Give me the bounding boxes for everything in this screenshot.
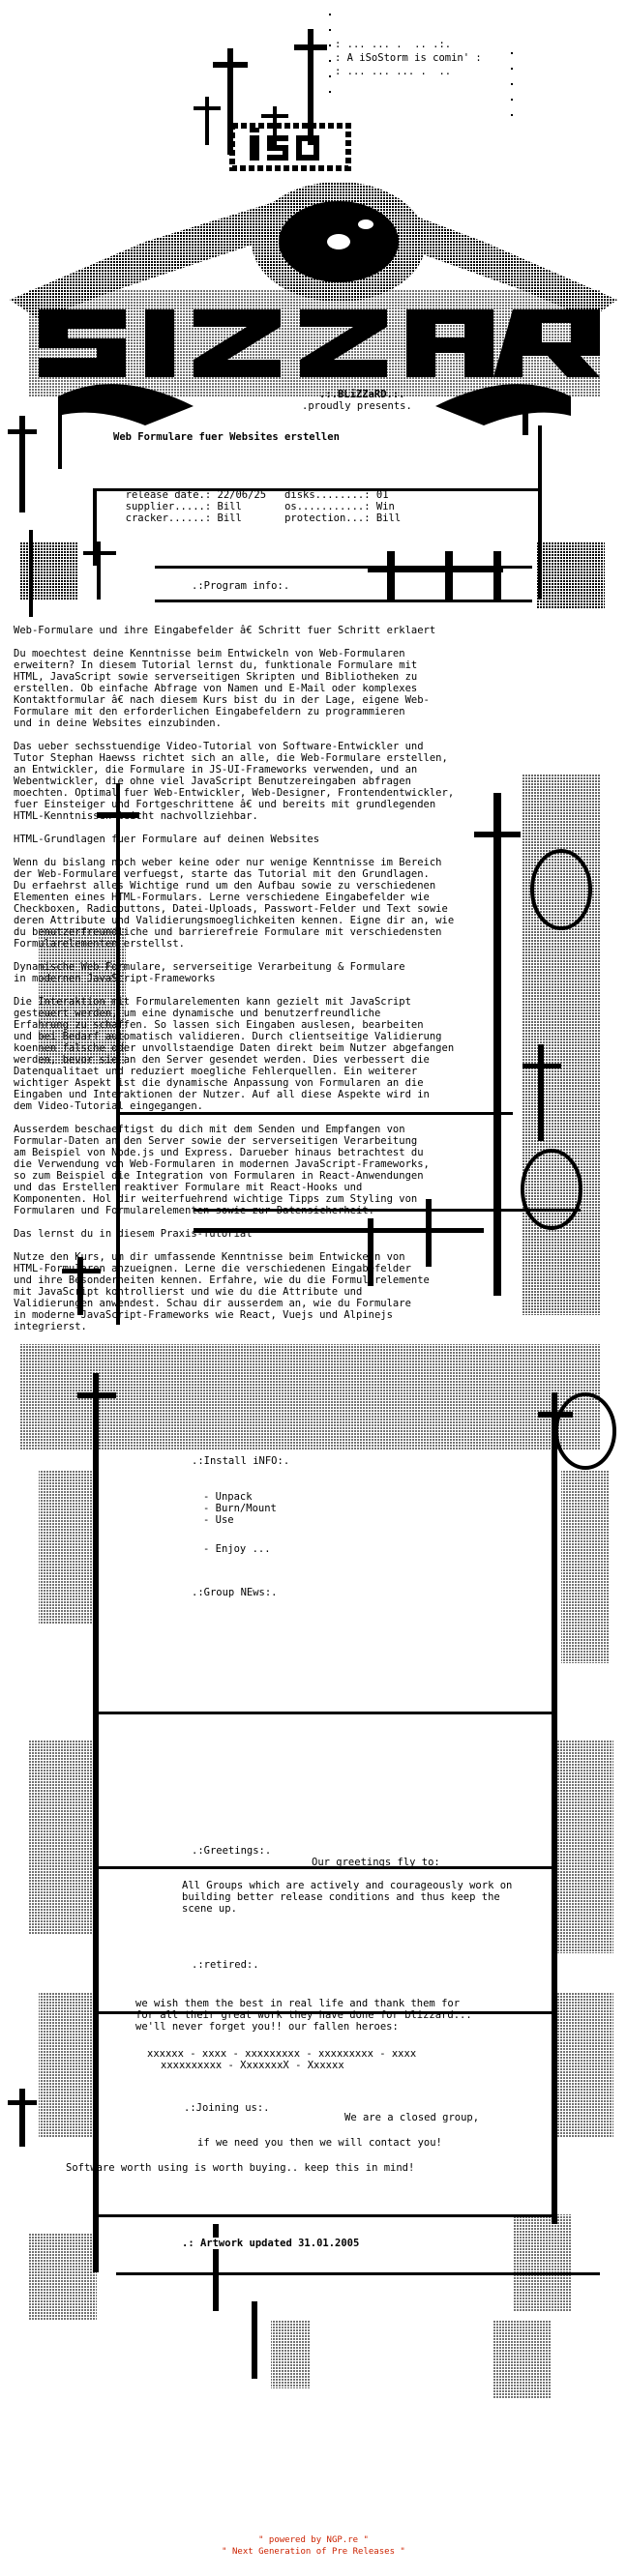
install-step: - Burn/Mount xyxy=(203,1503,277,1514)
release-row-value: 22/06/25 xyxy=(217,489,267,501)
install-enjoy: - Enjoy ... xyxy=(203,1543,271,1555)
banner-box xyxy=(329,14,513,116)
heroes-line2: xxxxxxxxxx - XxxxxxxX - Xxxxxx xyxy=(161,2060,344,2071)
install-step: - Use xyxy=(203,1514,234,1526)
banner-line2: : A iSoStorm is comin' : xyxy=(335,52,482,64)
heroes-line1: xxxxxx - xxxx - xxxxxxxxx - xxxxxxxxx - xxxx xyxy=(147,2048,417,2060)
description-para5: Ausserdem beschaeftigst du dich mit dem Senden und Empfangen von Formular-Daten an den Server sowie der serverseitigen Verarbeitung am Beispiel von Node.js und Express. Darueber hinaus betrachtest du die Verwendung von Web-Formularen in modernen JavaScript-Frameworks, so zum Beispiel die Integration von Formularen in React-Anwendungen und das Erstellen reaktiver Formulare mit React-Hooks und Komponenten. Hol dir weiterfuehrend wichtige Tipps zum Styling von Formularen und Formularelementen sowie zur Datensicherheit. xyxy=(14,1124,430,1216)
closed-group-text: We are a closed group, xyxy=(344,2112,480,2123)
release-row-value2: Win xyxy=(375,501,395,512)
footer-powered-by: " powered by NGP.re " xyxy=(258,2535,369,2545)
release-row-value2: Bill xyxy=(375,512,402,524)
retired-text: we wish them the best in real life and thank them for for all their great work they have done for blizzard... we'll never forget you!! our fallen heroes: xyxy=(135,1998,472,2033)
description-para6: Nutze den Kurs, um dir umfassende Kenntnisse beim Entwickeln von HTML-Formularen anzueignen. Lerne die verschiedenen Eingabefelder und ihre Besonderheiten kennen. Erfahre, wie du die Formularelemente mit JavaScript kontrollierst und wie du die Attribute und Validierungen anwendest. Schau dir ausserdem an, wie du Formulare in moderne JavaScript-Frameworks wie React, Vuejs und Alpinejs integrierst. xyxy=(14,1251,430,1332)
description-para1: Du moechtest deine Kenntnisse beim Entwickeln von Web-Formularen erweitern? In diesem Tutorial lernst du, funktionale Formulare mit HTML, JavaScript sowie serverseitigen Skripten und Bibliotheken zu erstellen. Ob einfache Abfrage von Namen und E-Mail oder komplexes Kontaktformular â€ nach diesem Kurs bist du in der Lage, eigene Web- Formulare mit den erforderlichen Eingabefeldern zu programmieren und in deine Websites einzubinden. xyxy=(14,648,430,729)
presents-sub-label: .proudly presents. xyxy=(302,400,412,412)
release-row-label: supplier.....: xyxy=(125,501,212,512)
description-para2: Das ueber sechsstuendige Video-Tutorial von Software-Entwickler und Tutor Stephan Haewss richtet sich an alle, die Web-Formulare erstellen, an Entwickler, die Formulare in JS-UI-Frameworks verwenden, und an Webentwickler, die ohne viel JavaScript Benutzereingaben abfragen moechten. Optimal fuer Web-Entwickler, Web-Designer, Frontendentwickler, fuer Einsteiger und Fortgeschrittene â€ und bereits mit grundlegenden HTML-Kenntnissen leicht nachvollziehbar. xyxy=(14,741,455,822)
release-title: Web Formulare fuer Websites erstellen xyxy=(113,431,340,443)
description-para4: Die Interaktion mit Formularelementen kann gezielt mit JavaScript gesteuert werden, um eine dynamische und benutzerfreundliche Erfahrung zu schaffen. So lassen sich Eingaben auslesen, bearbeiten und bei Bedarf automatisch validieren. Durch clientseitige Validierung koennen falsche oder unvollstaendige Daten direkt beim Nutzer abgefangen werden, bevor sie an den Server gesendet werden. Dies verbessert die Datenqualitaet und reduziert moegliche Fehlerquellen. Ein weiterer wichtiger Aspekt ist die dynamische Anpassung von Formularen an die Eingaben und Interaktionen der Nutzer. Auf all diese Aspekte wird in dem Video-Tutorial eingegangen. xyxy=(14,996,455,1112)
banner-line3: : ... ... ... . .. xyxy=(335,66,452,77)
greetings-label: .:Greetings:. xyxy=(192,1845,272,1857)
release-row-label: cracker......: xyxy=(125,512,212,524)
release-row-label2: protection...: xyxy=(284,512,371,524)
presents-label: .:.BLiZZaRD.:. xyxy=(319,389,405,400)
description-heading4: Das lernst du in diesem Praxis-Tutorial xyxy=(14,1228,253,1240)
software-text: Software worth using is worth buying.. keep this in mind! xyxy=(66,2162,415,2174)
release-row xyxy=(113,501,401,524)
footer-tagline: " Next Generation of Pre Releases " xyxy=(222,2547,405,2557)
release-row-label2: disks........: xyxy=(284,489,371,501)
release-row-value: Bill xyxy=(217,512,242,524)
install-step: - Unpack xyxy=(203,1491,253,1503)
release-row-value2: 01 xyxy=(375,489,389,501)
artwork-updated-label: .: Artwork updated 31.01.2005 xyxy=(182,2238,360,2249)
install-info-label: .:Install iNFO:. xyxy=(192,1455,290,1467)
description-para3: Wenn du bislang noch weber keine oder nur wenige Kenntnisse im Bereich der Web-Formulare verfuegst, starte das Tutorial mit den Grundlagen. Du erfaehrst alles Wichtige rund um den Aufbau sowie zu verschiedenen Elementen eines HTML-Formulars. Lerne verschiedene Eingabefelder wie Checkboxen, Radiobuttons, Datei-Uploads, Passwort-Felder und Text sowie deren Attribute und Validierungsmoeglichkeiten kennen. Eigne dir an, wie du benutzerfreundliche und barrierefreie Formulare mit verschiedensten Formularelementen erstellst. xyxy=(14,857,455,950)
description-heading3: Dynamische Web-Formulare, serverseitige Verarbeitung & Formulare in modernen JavaScript-Frameworks xyxy=(14,961,405,984)
group-news-label: .:Group NEws:. xyxy=(192,1587,278,1598)
retired-label: .:retired:. xyxy=(192,1959,259,1971)
banner-line1: : ... ... . .. .:. xyxy=(335,39,452,50)
release-row-value: Bill xyxy=(217,501,242,512)
greetings-text: All Groups which are actively and courageously work on building better release conditions and thus keep the scene up. xyxy=(182,1880,513,1915)
release-row-label2: os...........: xyxy=(284,501,371,512)
iso-logo-box xyxy=(232,126,348,168)
joining-label: .:Joining us:. xyxy=(184,2102,270,2114)
release-row-label: release date.: xyxy=(125,489,212,501)
program-info-label: .:Program info:. xyxy=(192,580,290,592)
greetings-intro: Our greetings fly to: xyxy=(312,1857,440,1868)
contact-text: if we need you then we will contact you! xyxy=(197,2137,442,2149)
description-heading2: HTML-Grundlagen fuer Formulare auf deinen Websites xyxy=(14,834,320,845)
description-heading: Web-Formulare und ihre Eingabefelder â€ Schritt fuer Schritt erklaert xyxy=(14,625,436,636)
